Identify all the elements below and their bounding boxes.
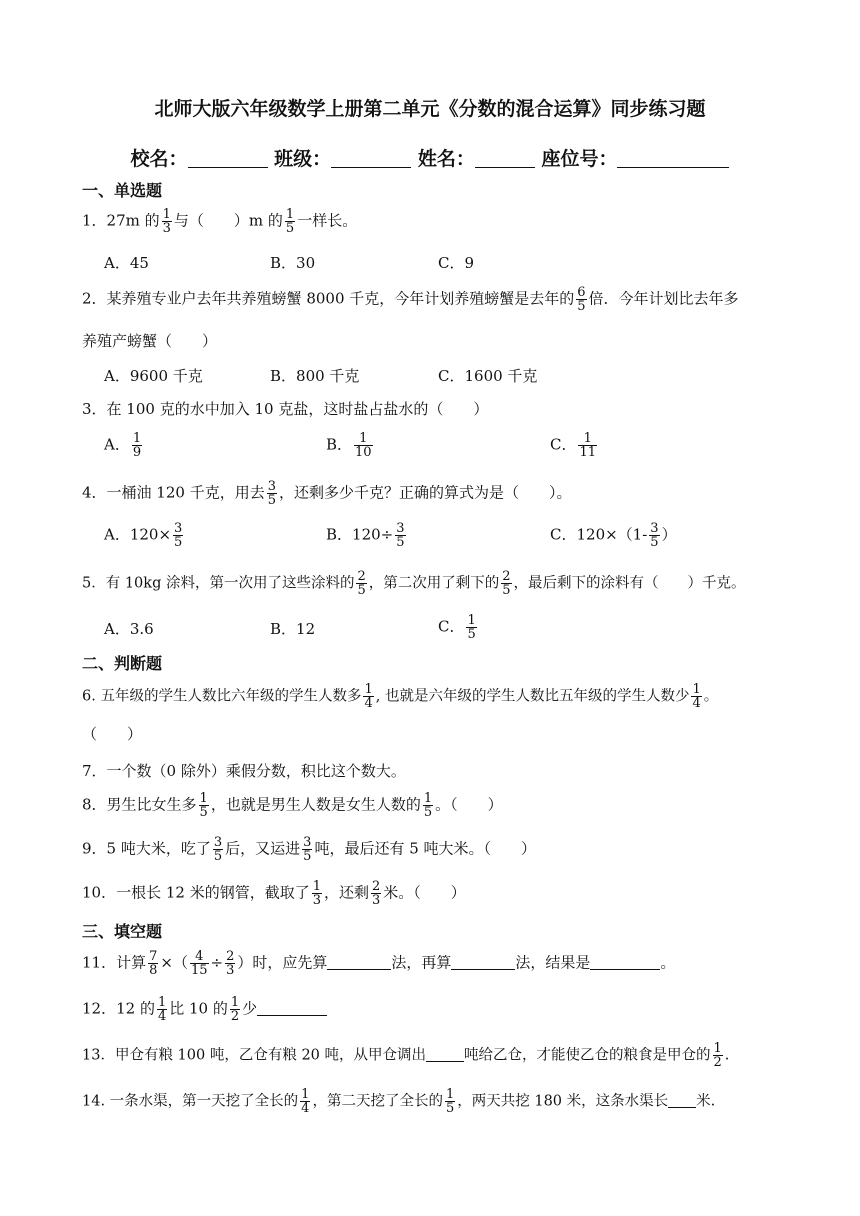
option-b[interactable]: B．800 千克 xyxy=(270,367,360,385)
fraction: $\frac{1}{4}$ xyxy=(364,682,373,711)
fraction: $\frac{3}{5}$ xyxy=(267,479,276,508)
seat-label: 座位号： xyxy=(541,148,618,170)
option-c[interactable]: C． $\frac{1}{5}$ xyxy=(438,613,476,642)
answer-blank[interactable] xyxy=(327,955,391,970)
fraction: $\frac{1}{4}$ xyxy=(157,995,167,1024)
fraction: $\frac{2}{3}$ xyxy=(226,949,235,978)
question-14: 14. 一条水渠，第一天挖了全长的 $\frac{1}{4}$ ，第二天挖了全长的 $\frac{1}{5}$ ，两天共挖 180 米，这条水渠长 米. xyxy=(82,1087,716,1116)
fraction: $\frac{1}{5}$ xyxy=(445,1087,455,1116)
question-2: 2．某养殖专业户去年共养殖螃蟹 8000 千克，今年计划养殖螃蟹是去年的 $\frac{6}{5}$ 倍．今年计划比去年多 xyxy=(82,285,739,314)
name-blank[interactable] xyxy=(475,149,535,168)
fraction: $\frac{1}{10}$ xyxy=(355,431,372,460)
class-label: 班级： xyxy=(274,148,332,170)
question-12: 12．12 的 $\frac{1}{4}$ 比 10 的 $\frac{1}{2}$ 少 xyxy=(82,996,327,1023)
fraction: $\frac{3}{5}$ xyxy=(174,521,183,550)
question-13: 13．甲仓有粮 100 吨，乙仓有粮 20 吨，从甲仓调出 吨给乙仓，才能使乙仓的粮食是甲仓的 $\frac{1}{2}$ . xyxy=(82,1041,730,1070)
question-8: 8．男生比女生多 $\frac{1}{5}$ ，也就是男生人数是女生人数的 $\frac{1}{5}$ 。（ ） xyxy=(82,791,503,820)
fraction: $\frac{1}{5}$ xyxy=(285,207,295,236)
school-blank[interactable] xyxy=(188,149,268,168)
option-b[interactable]: B．120÷ $\frac{3}{5}$ xyxy=(326,521,405,550)
question-6: 6. 五年级的学生人数比六年级的学生人数多 $\frac{1}{4}$ , 也就是六年级的学生人数比五年级的学生人数少 $\frac{1}{4}$ 。 xyxy=(82,682,719,711)
seat-blank[interactable] xyxy=(617,149,729,168)
fraction: $\frac{2}{3}$ xyxy=(372,879,381,908)
option-c[interactable]: C． $\frac{1}{11}$ xyxy=(550,431,597,460)
fraction: $\frac{2}{5}$ xyxy=(357,569,366,598)
answer-paren[interactable]: （ ） xyxy=(82,725,143,743)
fraction: $\frac{1}{4}$ xyxy=(692,682,701,711)
option-b[interactable]: B．12 xyxy=(270,620,316,638)
fraction: $\frac{3}{5}$ xyxy=(303,835,312,864)
fraction: $\frac{1}{5}$ xyxy=(199,791,208,820)
answer-blank[interactable] xyxy=(668,1093,696,1108)
answer-blank[interactable] xyxy=(257,1001,327,1016)
section-heading: 三、填空题 xyxy=(82,922,163,941)
section-heading: 二、判断题 xyxy=(82,654,163,673)
section-heading: 一、单选题 xyxy=(82,181,163,200)
fraction: $\frac{1}{2}$ xyxy=(230,995,240,1024)
question-10: 10．一根长 12 米的钢管，截取了 $\frac{1}{3}$ ，还剩 $\frac{2}{3}$ 米。（ ） xyxy=(82,879,466,908)
fraction: $\frac{3}{5}$ xyxy=(213,835,223,864)
answer-blank[interactable] xyxy=(451,955,515,970)
fraction: $\frac{1}{2}$ xyxy=(713,1041,722,1070)
option-c[interactable]: C．120×（1- $\frac{3}{5}$ ） xyxy=(550,521,677,550)
name-label: 姓名： xyxy=(417,148,475,170)
question-2-cont: 养殖产螃蟹（ ） xyxy=(82,332,218,350)
option-a[interactable]: A．45 xyxy=(104,254,149,272)
fraction: $\frac{3}{5}$ xyxy=(396,521,405,550)
fraction: $\frac{2}{5}$ xyxy=(502,569,511,598)
option-a[interactable]: A．120× $\frac{3}{5}$ xyxy=(104,521,183,550)
fraction: $\frac{7}{8}$ xyxy=(149,949,158,978)
fraction: $\frac{6}{5}$ xyxy=(577,285,586,314)
fraction: $\frac{4}{15}$ xyxy=(190,949,208,978)
option-a[interactable]: A．9600 千克 xyxy=(104,367,203,385)
question-4: 4．一桶油 120 千克，用去 $\frac{3}{5}$ ，还剩多少千克？正确的算式为是（ ）。 xyxy=(82,479,572,508)
question-3: 3．在 100 克的水中加入 10 克盐，这时盐占盐水的（ ） xyxy=(82,400,489,418)
option-b[interactable]: B．30 xyxy=(270,254,316,272)
fraction: $\frac{1}{5}$ xyxy=(467,613,476,642)
option-b[interactable]: B． $\frac{1}{10}$ xyxy=(326,431,372,460)
fraction: $\frac{1}{3}$ xyxy=(162,207,171,236)
fraction: $\frac{1}{4}$ xyxy=(301,1087,310,1116)
question-11: 11．计算 $\frac{7}{8}$ ×（ $\frac{4}{15}$ ÷ $\frac{2}{3}$ ）时，应先算 法，再算 法，结果是 。 xyxy=(82,949,676,978)
question-9: 9．5 吨大米，吃了 $\frac{3}{5}$ 后，又运进 $\frac{3}{5}$ 吨，最后还有 5 吨大米。（ ） xyxy=(82,835,537,864)
option-c[interactable]: C．9 xyxy=(438,254,475,272)
fraction: $\frac{1}{3}$ xyxy=(312,879,321,908)
fraction: $\frac{1}{11}$ xyxy=(579,431,597,460)
fraction: $\frac{3}{5}$ xyxy=(650,521,659,550)
question-1: 1．27m 的 $\frac{1}{3}$ 与（ ）m 的 $\frac{1}{5}$ 一样长。 xyxy=(82,207,358,236)
fraction: $\frac{1}{9}$ xyxy=(132,431,142,460)
class-blank[interactable] xyxy=(331,149,411,168)
student-info-line xyxy=(0,144,860,171)
question-7: 7．一个数（0 除外）乘假分数，积比这个数大。 xyxy=(82,762,406,780)
option-c[interactable]: C．1600 千克 xyxy=(438,367,538,385)
option-a[interactable]: A． $\frac{1}{9}$ xyxy=(104,431,142,460)
answer-blank[interactable] xyxy=(590,955,660,970)
question-5: 5．有 10kg 涂料，第一次用了这些涂料的 $\frac{2}{5}$ ，第二次用了剩下的 $\frac{2}{5}$ ，最后剩下的涂料有（ ）千克。 xyxy=(82,569,746,598)
option-a[interactable]: A．3.6 xyxy=(104,620,154,638)
page-title: 北师大版六年级数学上册第二单元《分数的混合运算》同步练习题 xyxy=(154,98,706,120)
school-label: 校名： xyxy=(130,148,188,170)
answer-blank[interactable] xyxy=(426,1047,464,1062)
fraction: $\frac{1}{5}$ xyxy=(423,791,433,820)
